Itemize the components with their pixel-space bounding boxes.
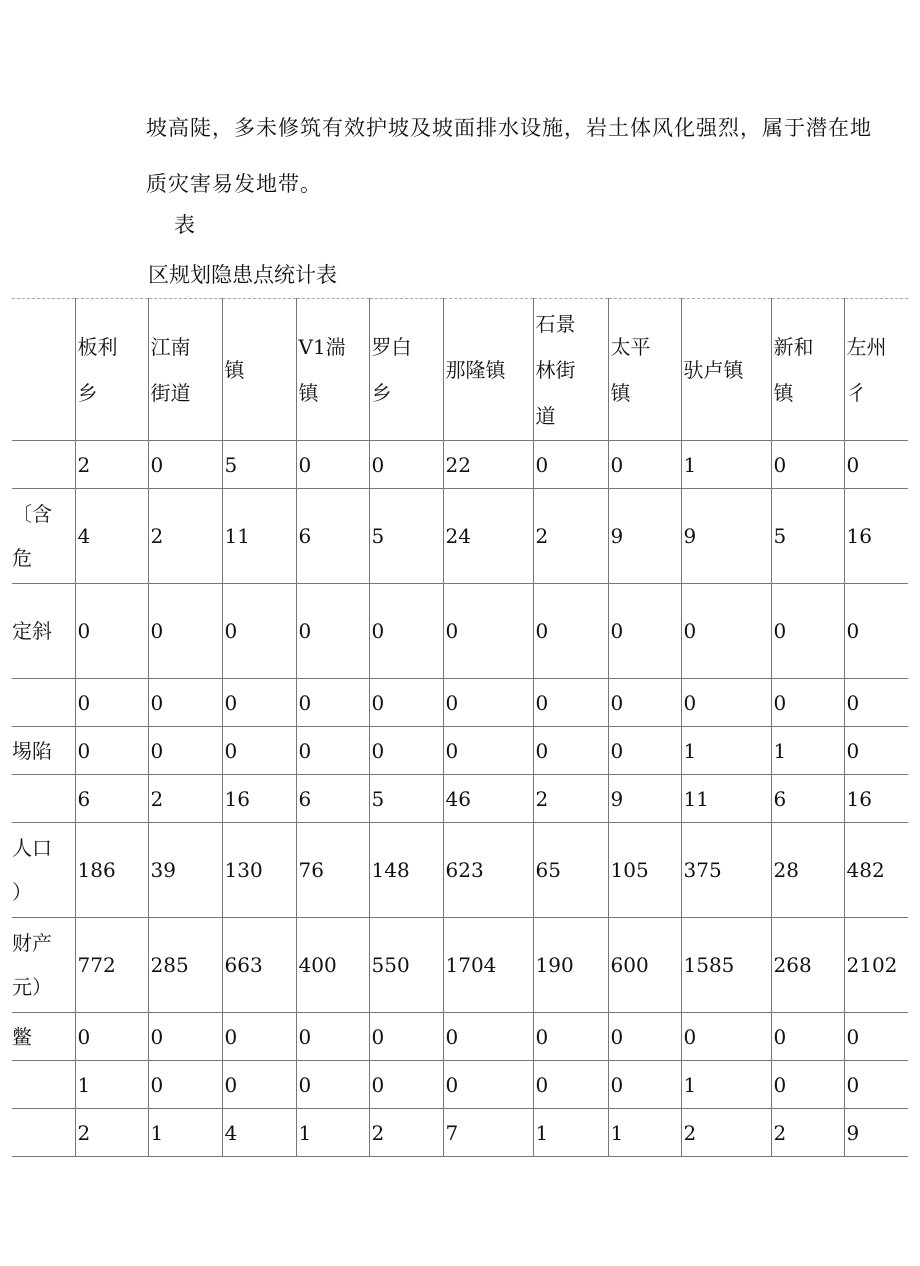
table-cell: 0	[75, 679, 148, 727]
table-cell: 0	[443, 727, 533, 775]
table-cell: 5	[771, 489, 844, 584]
table-cell: 0	[369, 441, 443, 489]
table-cell: 600	[608, 918, 681, 1013]
table-row	[12, 1061, 908, 1109]
table-cell: 1	[533, 1109, 608, 1157]
hazard-statistics-table	[12, 298, 908, 1157]
table-cell: 5	[369, 775, 443, 823]
table-cell: 11	[222, 489, 296, 584]
column-header-text: 驮卢镇	[683, 357, 744, 382]
table-cell: 4	[222, 1109, 296, 1157]
table-row	[12, 823, 908, 918]
table-row	[12, 1109, 908, 1157]
table-cell: 0	[296, 1013, 369, 1061]
table-cell: 28	[771, 823, 844, 918]
table-cell: 0	[533, 584, 608, 679]
column-header	[844, 299, 908, 441]
table-cell: 0	[148, 727, 222, 775]
table-cell: 0	[844, 727, 908, 775]
row-label	[12, 441, 75, 489]
column-header-text: 乡	[371, 380, 392, 405]
row-label	[12, 918, 75, 1013]
table-cell: 375	[681, 823, 771, 918]
table-cell: 16	[222, 775, 296, 823]
table-cell: 2	[369, 1109, 443, 1157]
table-cell: 76	[296, 823, 369, 918]
table-cell: 0	[608, 584, 681, 679]
row-label-text: ）	[12, 880, 32, 904]
row-label-text: 定斜	[12, 619, 52, 643]
table-cell: 16	[844, 775, 908, 823]
table-cell: 550	[369, 918, 443, 1013]
table-cell: 2	[75, 441, 148, 489]
table-cell: 9	[608, 775, 681, 823]
table-cell: 0	[608, 1061, 681, 1109]
table-cell: 0	[533, 727, 608, 775]
table-cell: 2	[533, 775, 608, 823]
table-cell: 0	[771, 1013, 844, 1061]
table-cell: 148	[369, 823, 443, 918]
table-cell: 186	[75, 823, 148, 918]
table-cell: 2	[148, 775, 222, 823]
table-cell: 1	[608, 1109, 681, 1157]
table-cell: 6	[296, 775, 369, 823]
table-cell: 130	[222, 823, 296, 918]
column-header-text: 太平	[610, 334, 651, 359]
table-cell: 0	[533, 679, 608, 727]
table-cell: 0	[296, 1061, 369, 1109]
table-cell: 0	[148, 1013, 222, 1061]
table-cell: 2	[75, 1109, 148, 1157]
table-cell: 1	[296, 1109, 369, 1157]
row-label-text: 人口	[12, 836, 52, 860]
table-caption-title: 区规划隐患点统计表	[148, 263, 337, 287]
column-header	[369, 299, 443, 441]
table-cell: 772	[75, 918, 148, 1013]
table-cell: 0	[369, 1061, 443, 1109]
table-row	[12, 441, 908, 489]
column-header-text: 江南	[150, 334, 191, 359]
column-header	[771, 299, 844, 441]
column-header-text: 道	[535, 403, 556, 428]
row-label	[12, 489, 75, 584]
table-row	[12, 918, 908, 1013]
table-cell: 0	[681, 679, 771, 727]
table-cell: 6	[75, 775, 148, 823]
column-header-text: V1湍	[298, 334, 346, 359]
table-cell: 0	[608, 1013, 681, 1061]
table-cell: 9	[608, 489, 681, 584]
table-row	[12, 679, 908, 727]
column-header-text: 石景	[535, 311, 576, 336]
table-cell: 11	[681, 775, 771, 823]
table-cell: 1	[771, 727, 844, 775]
table-cell: 0	[369, 727, 443, 775]
table-cell: 623	[443, 823, 533, 918]
table-cell: 0	[844, 1061, 908, 1109]
table-cell: 0	[608, 679, 681, 727]
column-header-text: 左州	[846, 334, 887, 359]
table-cell: 0	[222, 679, 296, 727]
table-cell: 0	[148, 1061, 222, 1109]
table-cell: 2	[771, 1109, 844, 1157]
row-label	[12, 1061, 75, 1109]
table-cell: 0	[75, 727, 148, 775]
table-cell: 190	[533, 918, 608, 1013]
row-label	[12, 1109, 75, 1157]
table-cell: 0	[443, 1013, 533, 1061]
table-cell: 16	[844, 489, 908, 584]
table-cell: 663	[222, 918, 296, 1013]
table-cell: 2	[148, 489, 222, 584]
row-label-text: 鳖	[12, 1024, 32, 1049]
table-row	[12, 727, 908, 775]
table-cell: 482	[844, 823, 908, 918]
table-cell: 24	[443, 489, 533, 584]
table-cell: 65	[533, 823, 608, 918]
table-cell: 0	[222, 1013, 296, 1061]
table-cell: 0	[222, 1061, 296, 1109]
paragraph-line-2: 质灾害易发地带。	[146, 172, 322, 196]
column-header-text: 乡	[77, 380, 98, 405]
row-label	[12, 823, 75, 918]
row-label-text: 危	[12, 546, 32, 570]
table-cell: 0	[771, 584, 844, 679]
table-cell: 9	[681, 489, 771, 584]
table-cell: 0	[844, 679, 908, 727]
table-cell: 9	[844, 1109, 908, 1157]
table-cell: 46	[443, 775, 533, 823]
table-cell: 0	[533, 1061, 608, 1109]
column-header-text: 镇	[610, 380, 631, 405]
table-cell: 1	[75, 1061, 148, 1109]
table-header-row	[12, 299, 908, 441]
table-cell: 0	[369, 584, 443, 679]
table-cell: 1704	[443, 918, 533, 1013]
column-header-text: 罗白	[371, 334, 412, 359]
column-header	[75, 299, 148, 441]
column-header-text: 林街	[535, 357, 576, 382]
table-cell: 0	[771, 1061, 844, 1109]
table-cell: 268	[771, 918, 844, 1013]
table-cell: 105	[608, 823, 681, 918]
table-cell: 1	[681, 727, 771, 775]
table-cell: 0	[296, 441, 369, 489]
column-header-text: 彳	[846, 380, 867, 405]
table-cell: 0	[844, 1013, 908, 1061]
row-label-text: 财产	[12, 931, 52, 955]
table-cell: 0	[844, 441, 908, 489]
body-paragraph	[146, 100, 906, 212]
table-caption-prefix: 表	[174, 213, 195, 237]
table-cell: 5	[369, 489, 443, 584]
table-cell: 2	[681, 1109, 771, 1157]
table-cell: 285	[148, 918, 222, 1013]
column-header	[533, 299, 608, 441]
table-cell: 0	[681, 1013, 771, 1061]
table-cell: 1	[681, 441, 771, 489]
column-header-text: 新和	[773, 334, 814, 359]
table-row	[12, 775, 908, 823]
table-cell: 0	[533, 441, 608, 489]
column-header	[681, 299, 771, 441]
row-label	[12, 1013, 75, 1061]
column-header	[443, 299, 533, 441]
paragraph-line-1: 坡高陡，多未修筑有效护坡及坡面排水设施，岩土体风化强烈，属于潜在地	[146, 116, 872, 140]
table-cell: 0	[443, 679, 533, 727]
table-cell: 0	[443, 1061, 533, 1109]
table-cell: 0	[771, 679, 844, 727]
table-cell: 0	[443, 584, 533, 679]
column-header	[148, 299, 222, 441]
table-cell: 2	[533, 489, 608, 584]
table-cell: 0	[608, 441, 681, 489]
table-cell: 1585	[681, 918, 771, 1013]
column-header-text: 那隆镇	[445, 357, 506, 382]
table-cell: 0	[75, 1013, 148, 1061]
column-header-text: 镇	[773, 380, 794, 405]
table-cell: 0	[148, 584, 222, 679]
table-row	[12, 489, 908, 584]
table-cell: 0	[296, 727, 369, 775]
table-cell: 0	[369, 1013, 443, 1061]
table-cell: 5	[222, 441, 296, 489]
table-cell: 6	[296, 489, 369, 584]
table-row	[12, 1013, 908, 1061]
column-header	[296, 299, 369, 441]
column-header-text: 镇	[224, 357, 245, 382]
table-cell: 0	[296, 679, 369, 727]
table-cell: 4	[75, 489, 148, 584]
row-label	[12, 775, 75, 823]
table-cell: 1	[681, 1061, 771, 1109]
table-cell: 0	[533, 1013, 608, 1061]
column-header-text: 板利	[77, 334, 118, 359]
table-cell: 0	[608, 727, 681, 775]
row-label	[12, 679, 75, 727]
column-header	[222, 299, 296, 441]
header-corner-cell	[12, 299, 75, 441]
table-cell: 0	[222, 727, 296, 775]
column-header-text: 街道	[150, 380, 191, 405]
table-cell: 1	[148, 1109, 222, 1157]
row-label-text: 元）	[12, 975, 52, 999]
table-cell: 0	[771, 441, 844, 489]
table-cell: 0	[75, 584, 148, 679]
table-cell: 0	[148, 441, 222, 489]
table-cell: 400	[296, 918, 369, 1013]
table-cell: 0	[148, 679, 222, 727]
table-row	[12, 584, 908, 679]
table-cell: 0	[296, 584, 369, 679]
table-cell: 0	[222, 584, 296, 679]
row-label-text: 埸陷	[12, 738, 52, 763]
table-cell: 0	[369, 679, 443, 727]
row-label	[12, 584, 75, 679]
table-cell: 0	[681, 584, 771, 679]
column-header	[608, 299, 681, 441]
table-cell: 39	[148, 823, 222, 918]
table-cell: 22	[443, 441, 533, 489]
table-cell: 2102	[844, 918, 908, 1013]
row-label	[12, 727, 75, 775]
table-cell: 0	[844, 584, 908, 679]
row-label-text: 〔含	[12, 502, 52, 526]
table-cell: 7	[443, 1109, 533, 1157]
column-header-text: 镇	[298, 380, 319, 405]
table-cell: 6	[771, 775, 844, 823]
